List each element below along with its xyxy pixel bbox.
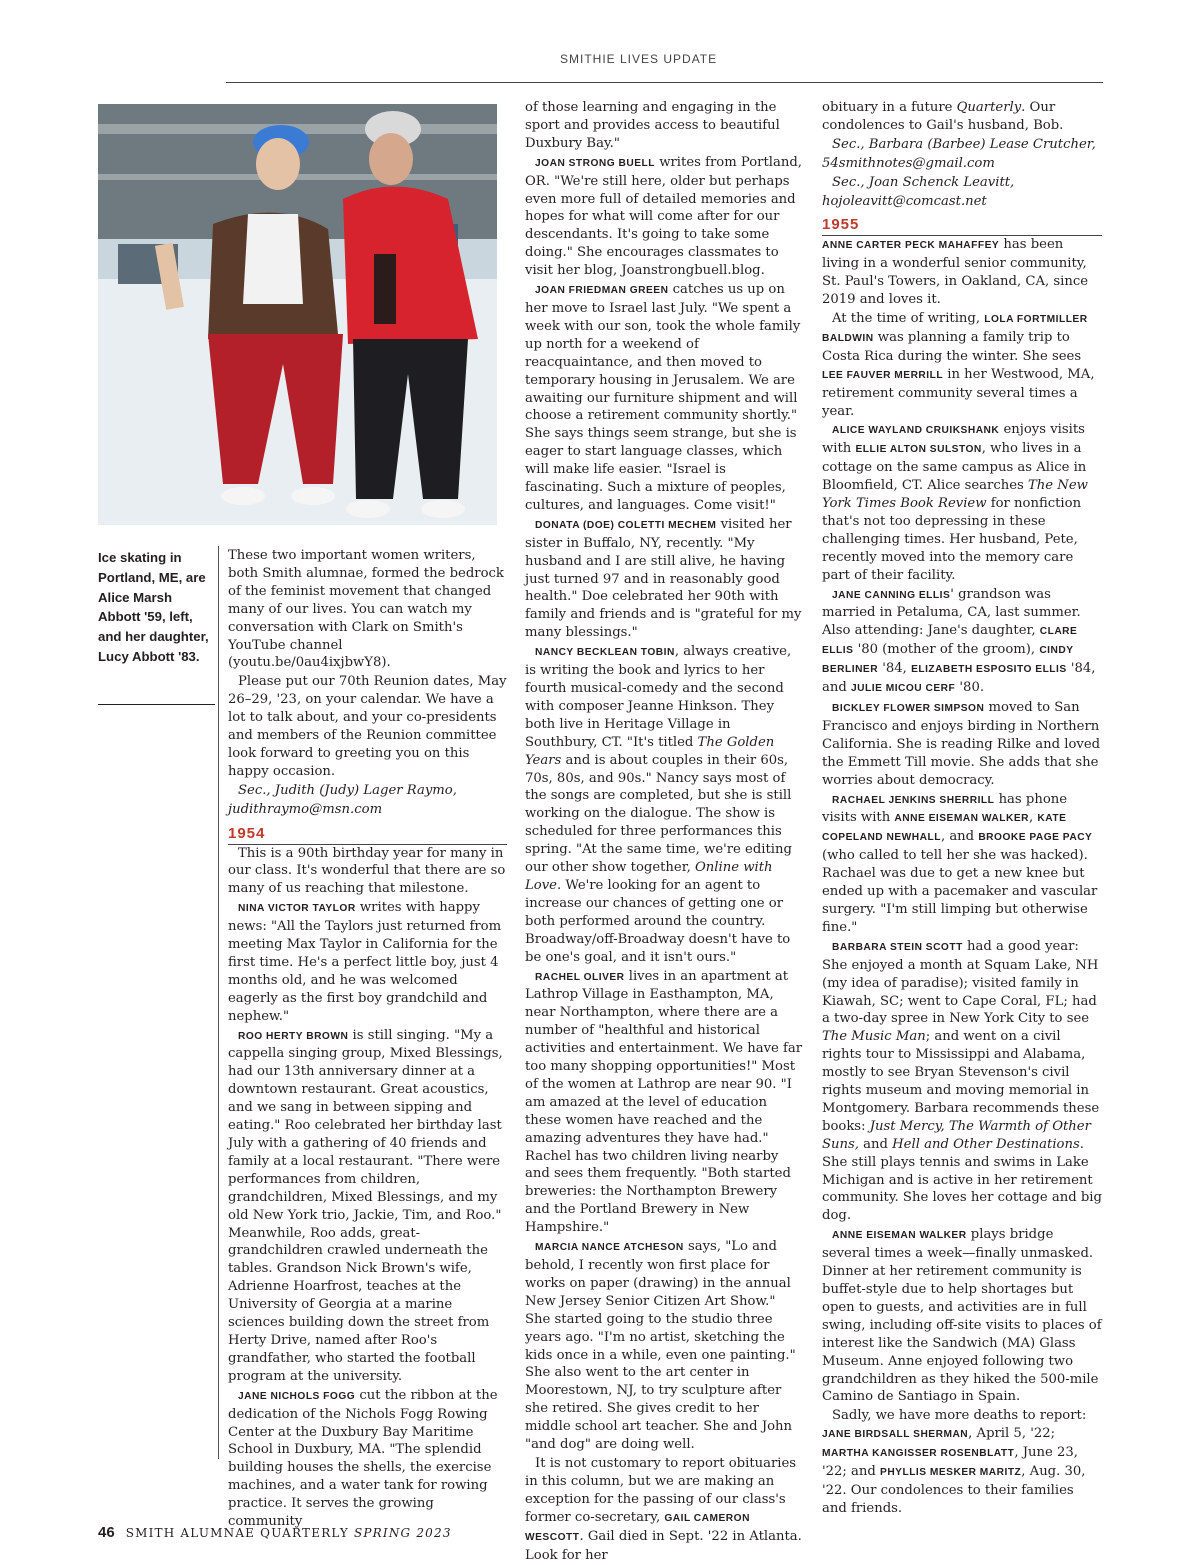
paragraph-text: '84, and [822,661,1096,696]
paragraph-text: cut the ribbon at the dedication of the Nichols Fogg Rowing Center at the Duxbury Bay Maritime School in Duxbury, MA. "The splendid building houses the shells, the exercise machines, and a water tank for rowing practice. It serves the growing community [228,1387,498,1530]
classmate-name: BARBARA STEIN SCOTT [832,941,963,953]
paragraph: This is a 90th birthday year for many in our class. It's wonderful that there are so many of us reaching that milestone. [228,845,506,897]
secretary-email: 54smithnotes@gmail.com [822,155,995,171]
secretary-email: hojoleavitt@comcast.net [822,193,987,209]
photo-caption: Ice skating in Portland, ME, are Alice Marsh Abbott '59, left, and her daughter, Lucy Abbott '83. [98,550,209,664]
paragraph-text: . Gail died in Sept. '22 in Atlanta. Look for her [525,1528,802,1563]
classmate-name: ELLIE ALTON SULSTON [855,444,982,456]
paragraph-text: , who lives in a cottage on the same campus as Alice in Bloomfield, CT. Alice searches [822,441,1087,494]
classmate-name: KATE COPELAND NEWHALL [822,813,1067,844]
paragraph-text: had a good year: She enjoyed a month at Squam Lake, NH (my idea of paradise); visited family in Kiawah, SC; went to Cape Coral, FL; had a two-day spree in New York City to see [822,938,1099,1027]
paragraph-text: writes with happy news: "All the Taylors just returned from meeting Max Taylor in California for the first time. He's a perfect little boy, just 4 months old, and he was welcomed eagerly as the first boy grandchild and nephew." [228,900,502,1024]
class-year-heading: 1954 [228,825,507,845]
paragraph-text: '80 (mother of the groom), [853,642,1040,658]
classmate-name: MARCIA NANCE ATCHESON [535,1242,684,1254]
secretary-signature: Sec., Judith (Judy) Lager Raymo, [238,782,457,798]
paragraph-text: , April 5, '22; [968,1426,1056,1442]
work-title: The New York Times Book Review [822,478,1088,512]
classmate-name: JULIE MICOU CERF [851,683,956,695]
header-rule [226,82,1103,83]
paragraph-text: and is about couples in their 60s, 70s, 80s, and 90s." Nancy says most of the songs are completed, but she is still working on the dialogue. The show is scheduled for three performances this spring. "At the same time, we're editing our other show together, [525,752,792,876]
paragraph-text: has been living in a wonderful senior community, St. Paul's Towers, in Oakland, CA, since 2019 and loves it. [822,237,1089,308]
paragraph: These two important women writers, both Smith alumnae, formed the bedrock of the feminist movement that changed many of our lives. You can watch my conversation with Clark on Smith's YouTube channel (youtu.be/0au4ixjbwY8). [228,548,504,671]
classmate-name: ANNE EISEMAN WALKER [894,813,1029,825]
class-year-heading: 1955 [822,216,1102,236]
classmate-name: JANE CANNING ELLIS [832,589,951,601]
classmate-name: JOAN FRIEDMAN GREEN [535,285,669,297]
page-number: 46 [98,1524,115,1541]
paragraph-text: visited her sister in Buffalo, NY, recently. "My husband and I are still alive, he having just turned 97 and in reasonably good health." Doe celebrated her 90th with family and friends and is "grateful for my many blessings." [525,516,802,641]
paragraph-text: lives in an apartment at Lathrop Village in Easthampton, MA, near Northampton, where there are a number of "healthful and historical activities and entertainment. We have far too many shopping opportunities!" Most of the women at Lathrop are near 90. "I am amazed at the level of education these women have reached and the amazing adventures they have had." Rachel has two children living nearby and sees them frequently. "Both started breweries: the Northampton Brewery and the Portland Brewery in New Hampshire." [525,968,803,1236]
paragraph-text: , and [940,829,979,845]
paragraph-text: enjoys visits with [822,422,1085,457]
paragraph-text: catches us up on her move to Israel last July. "We spent a week with our son, took the whole family up north for a weekend of reacquaintance, and then moved to temporary housing in Jerusalem. We are awaiting our furniture shipment and will choose a retirement community shortly." She says things seem strange, but she is eager to start language classes, which will make life easier. "Israel is fascinating. Such a mixture of peoples, cultures, and languages. Come visit!" [525,282,801,513]
paragraph-text: and [858,1136,893,1152]
paragraph-text: ; and went on a civil rights tour to Mississippi and Alabama, mostly to see Bryan Stevenson's civil rights museum and moving memorial in Montgomery. Barbara recommends these books: [822,1029,1100,1134]
classmate-name: LOLA FORTMILLER BALDWIN [822,313,1088,344]
column-3 [822,99,1102,1519]
classmate-name: BICKLEY FLOWER SIMPSON [832,703,985,714]
work-title: Quarterly [956,100,1022,115]
classmate-name: ROO HERTY BROWN [238,1030,349,1042]
paragraph-text: , [1029,810,1038,826]
classmate-name: RACHAEL JENKINS SHERRILL [832,794,995,806]
column-2 [525,99,804,1565]
paragraph-text: It is not customary to report obituaries in this column, but we are making an exception for the passing of our class's former co-secretary, [525,1455,797,1525]
paragraph-text: , June 23, '22; and [822,1445,1078,1480]
classmate-name: PHYLLIS MESKER MARITZ [880,1467,1022,1479]
classmate-name: BROOKE PAGE PACY [978,832,1093,844]
paragraph-text: . She still plays tennis and swims in Lake Michigan and is active in her retirement community. She loves her cottage and big dog. [822,1136,1102,1224]
classmate-name: ELIZABETH ESPOSITO ELLIS [911,664,1067,676]
classmate-name: ANNE CARTER PECK MAHAFFEY [822,240,1000,252]
paragraph-text: in her Westwood, MA, retirement community several times a year. [822,366,1095,419]
classmate-name: DONATA (DOE) COLETTI MECHEM [535,519,717,531]
paragraph-text: '84, [878,661,912,677]
classmate-name: ALICE WAYLAND CRUIKSHANK [832,425,1000,437]
ice-skating-photo [98,104,497,525]
classmate-name: JOAN STRONG BUELL [535,157,656,169]
section-header: SMITHIE LIVES UPDATE [560,52,718,66]
paragraph-text: '80. [955,680,985,696]
issue-season: SPRING 2023 [353,1526,452,1540]
classmate-name: RACHEL OLIVER [535,971,625,983]
paragraph-text: has phone visits with [822,791,1068,826]
page-footer [98,1524,452,1541]
work-title: Just Mercy, The Warmth of Other Suns, [822,1118,1091,1152]
paragraph-text: (who called to tell her she was hacked). Rachael was due to get a new knee but ended up with a pacemaker and vascular surgery. "I'm still limping but otherwise fine." [822,848,1098,935]
work-title: The Golden Years [525,734,775,768]
classmate-name: ANNE EISEMAN WALKER [832,1230,967,1242]
paragraph: of those learning and engaging in the sport and provides access to beautiful Duxbury Bay." [525,100,780,151]
paragraph-text: At the time of writing, [832,310,985,326]
work-title: Hell and Other Destinations [892,1136,1080,1152]
classmate-name: NANCY BECKLEAN TOBIN [535,647,675,659]
paragraph-text: ' grandson was married in Petaluma, CA, last summer. Also attending: Jane's daughter, [822,586,1081,639]
classmate-name: GAIL CAMERON WESCOTT [525,1512,750,1543]
paragraph-text: . Our condolences to Gail's husband, Bob. [822,100,1064,133]
paragraph-text: for nonfiction that's not too depressing in these challenging times. Her husband, Pete, recently moved into the memory care part of their facility. [822,496,1082,583]
paragraph-text: is still singing. "My a cappella singing group, Mixed Blessings, had our 13th anniversary dinner at a downtown restaurant. Great acoustics, and we sang in between sipping and eating." Roo celebrated her birthday last July with a gathering of 40 friends and family at a local restaurant. "There were performances from children, grandchildren, Mixed Blessings, and my old New York trio, Jackie, Tim, and Roo." Meanwhile, Roo adds, great-grandchildren crawled underneath the tables. Grandson Nick Brown's wife, Adrienne Hoarfrost, teaches at the University of Georgia at a marine sciences building down the street from Herty Drive, named after Roo's grandfather, who started the football program at the university. [228,1027,503,1384]
paragraph: Please put our 70th Reunion dates, May 26–29, '23, on your calendar. We have a lot to talk about, and your co-presidents and members of the Reunion committee look forward to greeting you on this happy occasion. [228,674,507,779]
paragraph-text: plays bridge several times a week—finally unmasked. Dinner at her retirement community is buffet-style due to help shortages but open to guests, and activities are in full swing, including off-site visits to places of interest like the Sandwich (MA) Glass Museum. Anne enjoyed following two grandchildren as they hiked the 500-mile Camino de Santiago in Spain. [822,1227,1102,1405]
column-1 [228,547,507,1532]
secretary-email: judithraymo@msn.com [228,801,383,817]
classmate-name: JANE BIRDSALL SHERMAN [822,1429,969,1441]
classmate-name: NINA VICTOR TAYLOR [238,903,356,915]
paragraph-text: Sadly, we have more deaths to report: [832,1408,1087,1424]
photo-illustration [98,104,497,525]
classmate-name: MARTHA KANGISSER ROSENBLATT [822,1448,1015,1460]
paragraph-text: moved to San Francisco and enjoys birding in Northern California. She is reading Rilke and loved the Emmett Till movie. She adds that she worries about democracy. [822,700,1101,788]
work-title: The Music Man [822,1029,926,1045]
paragraph-text: , always creative, is writing the book and lyrics to her fourth musical-comedy and the second with composer Jeanne Hinkson. They both live in Heritage Village in Southbury, CT. "It's titled [525,644,792,750]
caption-rule [98,704,215,705]
paragraph-text: . We're looking for an agent to increase our chances of getting one or both performed around the country. Broadway/off-Broadway doesn't have to be one's goal, and it isn't ours." [525,877,791,965]
publication-name: SMITH ALUMNAE QUARTERLY [125,1526,349,1540]
classmate-name: JANE NICHOLS FOGG [238,1390,356,1402]
secretary-signature: Sec., Barbara (Barbee) Lease Crutcher, [832,136,1096,152]
classmate-name: CINDY BERLINER [822,645,1074,676]
paragraph-text: was planning a family trip to Costa Rica during the winter. She sees [822,329,1082,364]
column-rule [218,546,219,1459]
paragraph-text: obituary in a future [822,100,957,115]
secretary-signature: Sec., Joan Schenck Leavitt, [832,174,1015,190]
classmate-name: CLARE ELLIS [822,626,1078,657]
classmate-name: LEE FAUVER MERRILL [822,369,944,381]
paragraph-text: writes from Portland, OR. "We're still here, older but perhaps even more full of detailed memories and hopes for what will come after for our descendants. It's going to take some doing." She encourages classmates to visit her blog, Joanstrongbuell.blog. [525,154,802,279]
paragraph-text: , Aug. 30, '22. Our condolences to their families and friends. [822,1464,1086,1516]
paragraph-text: says, "Lo and behold, I recently won first place for works on paper (drawing) in the annual New Jersey Senior Citizen Art Show." She started going to the studio three years ago. "I'm no artist, sketching the kids once in a while, even one painting." She also went to the art center in Moorestown, NJ, to try sculpture after she retired. She gives credit to her middle school art teacher. She and John "and dog" are doing well. [525,1239,796,1453]
work-title: Online with Love [525,860,773,893]
